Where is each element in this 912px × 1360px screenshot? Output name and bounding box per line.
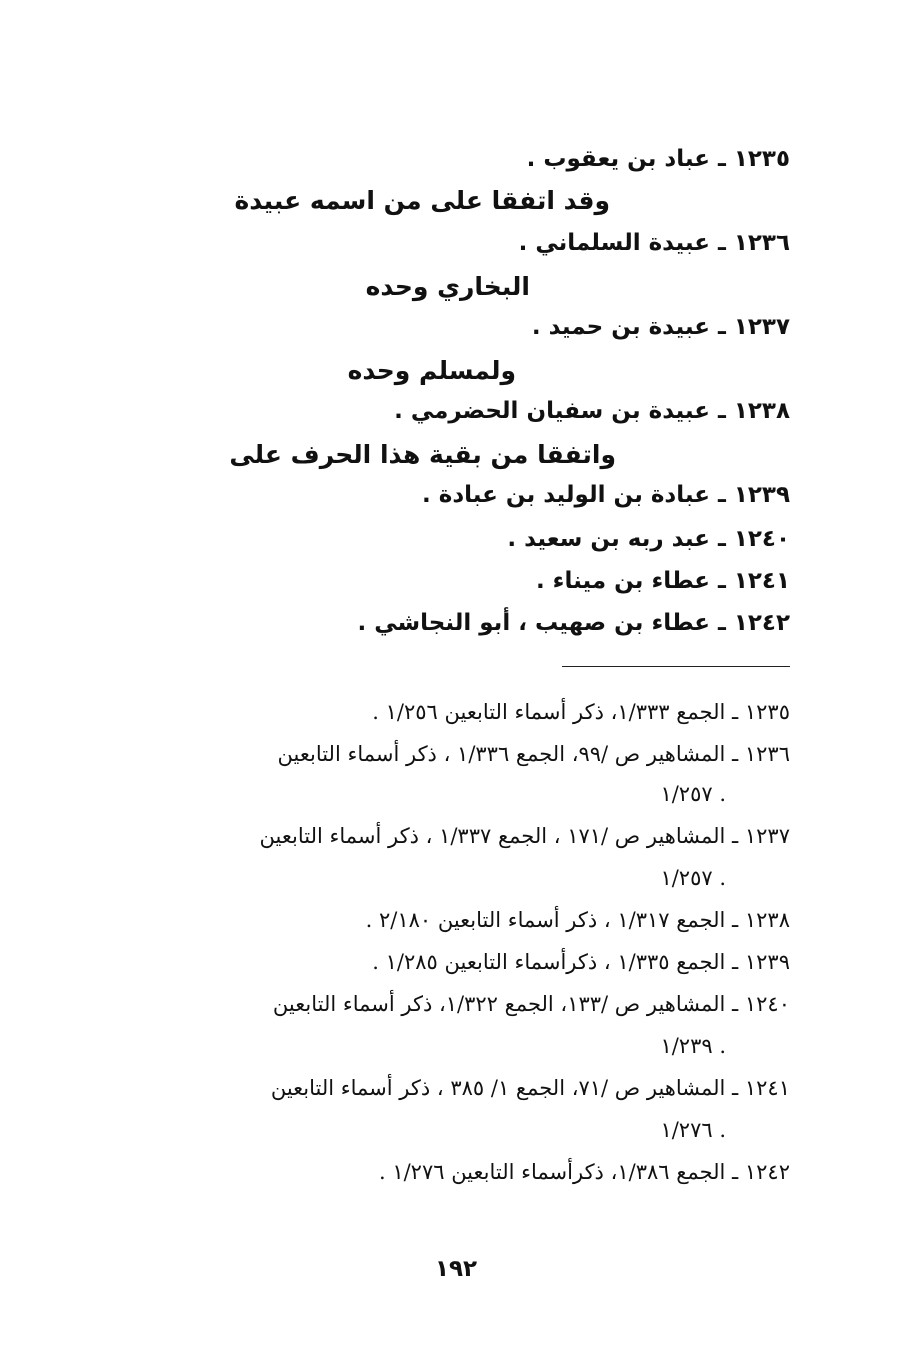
footnote-1237-continued: ١/٢٥٧ . [660,866,726,890]
footnote-1238: ١٢٣٨ ـ الجمع ١/٣١٧ ، ذكر أسماء التابعين ٢/١٨٠ . [365,908,790,932]
entry-1239: ١٢٣٩ ـ عبادة بن الوليد بن عبادة . [422,482,790,508]
section-heading-muslim-alone: ولمسلم وحده [347,356,516,385]
footnote-1237: ١٢٣٧ ـ المشاهير ص /١٧١ ، الجمع ١/٣٣٧ ، ذكر أسماء التابعين [259,824,790,848]
footnote-1236-continued: ١/٢٥٧ . [660,782,726,806]
entry-1241: ١٢٤١ ـ عطاء بن ميناء . [535,568,790,594]
section-heading-agreed-remaining: واتفقا من بقية هذا الحرف على [229,440,616,469]
section-heading-agreed-ubaydah: وقد اتفقا على من اسمه عبيدة [234,186,610,215]
footnote-separator [562,666,790,667]
footnote-1240-continued: ١/٢٣٩ . [660,1034,726,1058]
entry-1242: ١٢٤٢ ـ عطاء بن صهيب ، أبو النجاشي . [357,610,790,636]
entry-1235: ١٢٣٥ ـ عباد بن يعقوب . [526,146,790,172]
entry-1238: ١٢٣٨ ـ عبيدة بن سفيان الحضرمي . [394,398,790,424]
entry-1240: ١٢٤٠ ـ عبد ربه بن سعيد . [507,526,790,552]
entry-1237: ١٢٣٧ ـ عبيدة بن حميد . [531,314,790,340]
footnote-1241: ١٢٤١ ـ المشاهير ص /٧١، الجمع ١/ ٣٨٥ ، ذكر أسماء التابعين [270,1076,790,1100]
footnote-1242: ١٢٤٢ ـ الجمع ١/٣٨٦، ذكرأسماء التابعين ١/٢٧٦ . [378,1160,790,1184]
footnote-1236: ١٢٣٦ ـ المشاهير ص /٩٩، الجمع ١/٣٣٦ ، ذكر أسماء التابعين [277,742,790,766]
footnote-1240: ١٢٤٠ ـ المشاهير ص /١٣٣، الجمع ١/٣٢٢، ذكر أسماء التابعين [272,992,790,1016]
section-heading-bukhari-alone: البخاري وحده [365,272,530,301]
footnote-1241-continued: ١/٢٧٦ . [660,1118,726,1142]
footnote-1235: ١٢٣٥ ـ الجمع ١/٣٣٣، ذكر أسماء التابعين ١/٢٥٦ . [372,700,790,724]
page-number: ١٩٢ [434,1256,478,1282]
footnote-1239: ١٢٣٩ ـ الجمع ١/٣٣٥ ، ذكرأسماء التابعين ١/٢٨٥ . [372,950,790,974]
entry-1236: ١٢٣٦ ـ عبيدة السلماني . [518,230,790,256]
